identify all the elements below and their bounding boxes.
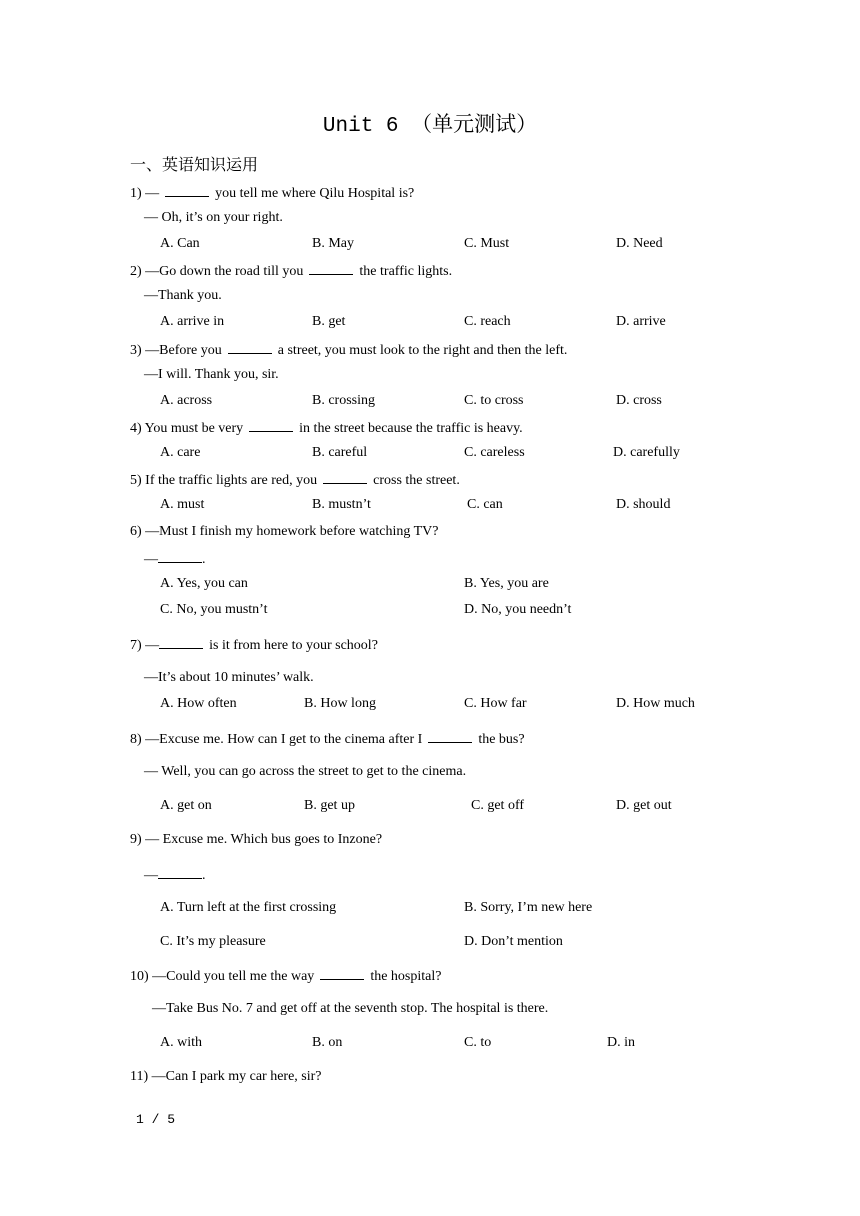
question-10-option-b: B. on (312, 1035, 343, 1050)
question-8-option-b: B. get up (304, 798, 355, 813)
question-8-option-a: A. get on (160, 798, 212, 813)
question-6-option-c: C. No, you mustn’t (160, 602, 268, 617)
question-2-option-b: B. get (312, 314, 346, 329)
question-8-option-c: C. get off (471, 798, 525, 813)
question-9-response: — . (144, 864, 206, 886)
answer-blank (158, 864, 202, 879)
question-5-option-c: C. can (467, 497, 503, 512)
answer-blank (249, 417, 293, 432)
question-5-stem: 5) If the traffic lights are red, you cross the street. (130, 469, 460, 491)
question-1-response: — Oh, it’s on your right. (144, 210, 283, 225)
question-11-stem: 11) —Can I park my car here, sir? (130, 1069, 322, 1084)
question-7-option-c: C. How far (464, 696, 527, 711)
question-7-option-a: A. How often (160, 696, 237, 711)
question-6-response: — . (144, 548, 206, 570)
question-9-option-b: B. Sorry, I’m new here (464, 900, 593, 915)
question-8-stem: 8) —Excuse me. How can I get to the cinema after I the bus? (130, 728, 525, 750)
question-4-option-b: B. careful (312, 445, 368, 460)
question-2-option-c: C. reach (464, 314, 511, 329)
question-1-option-c: C. Must (464, 236, 510, 251)
question-4-stem: 4) You must be very in the street because the traffic is heavy. (130, 417, 523, 439)
question-2-stem: 2) —Go down the road till you the traffic lights. (130, 260, 452, 282)
question-6-option-d: D. No, you needn’t (464, 602, 572, 617)
answer-blank (309, 260, 353, 275)
question-7-option-b: B. How long (304, 696, 376, 711)
question-4-option-d: D. carefully (613, 445, 680, 460)
question-3-response: —I will. Thank you, sir. (144, 367, 279, 382)
answer-blank (158, 548, 202, 563)
answer-blank (159, 634, 203, 649)
question-10-option-a: A. with (160, 1035, 202, 1050)
question-9-option-a: A. Turn left at the first crossing (160, 900, 337, 915)
question-5-option-b: B. mustn’t (312, 497, 371, 512)
question-3-stem: 3) —Before you a street, you must look to the right and then the left. (130, 339, 567, 361)
page-number: 1 / 5 (136, 1112, 176, 1127)
question-2-response: —Thank you. (144, 288, 222, 303)
question-3-option-d: D. cross (616, 393, 662, 408)
question-7-stem: 7) — is it from here to your school? (130, 634, 378, 656)
answer-blank (228, 339, 272, 354)
question-3-option-c: C. to cross (464, 393, 524, 408)
question-9-stem: 9) — Excuse me. Which bus goes to Inzone? (130, 832, 383, 847)
answer-blank (428, 728, 472, 743)
question-10-option-d: D. in (607, 1035, 635, 1050)
question-4-option-a: A. care (160, 445, 201, 460)
answer-blank (165, 182, 209, 197)
question-8-option-d: D. get out (616, 798, 672, 813)
question-6-option-a: A. Yes, you can (160, 576, 248, 591)
question-9-option-c: C. It’s my pleasure (160, 934, 266, 949)
question-2-option-a: A. arrive in (160, 314, 225, 329)
question-8-response: — Well, you can go across the street to get to the cinema. (144, 764, 467, 779)
question-1-option-a: A. Can (160, 236, 200, 251)
answer-blank (323, 469, 367, 484)
question-1-option-b: B. May (312, 236, 354, 251)
question-1-stem: 1) — you tell me where Qilu Hospital is? (130, 182, 414, 204)
question-10-option-c: C. to (464, 1035, 492, 1050)
question-7-option-d: D. How much (616, 696, 695, 711)
question-3-option-b: B. crossing (312, 393, 375, 408)
question-6-stem: 6) —Must I finish my homework before watching TV? (130, 524, 439, 539)
answer-blank (320, 965, 364, 980)
question-5-option-a: A. must (160, 497, 205, 512)
question-4-option-c: C. careless (464, 445, 525, 460)
question-7-response: —It’s about 10 minutes’ walk. (144, 670, 314, 685)
question-10-stem: 10) —Could you tell me the way the hospital? (130, 965, 441, 987)
question-5-option-d: D. should (616, 497, 671, 512)
question-1-option-d: D. Need (616, 236, 663, 251)
page-title: Unit 6 （单元测试） (322, 115, 538, 138)
question-10-response: —Take Bus No. 7 and get off at the seventh stop. The hospital is there. (152, 1001, 549, 1016)
question-3-option-a: A. across (160, 393, 213, 408)
question-2-option-d: D. arrive (616, 314, 666, 329)
question-6-option-b: B. Yes, you are (464, 576, 549, 591)
question-9-option-d: D. Don’t mention (464, 934, 563, 949)
section-heading: 一、英语知识运用 (130, 155, 259, 174)
